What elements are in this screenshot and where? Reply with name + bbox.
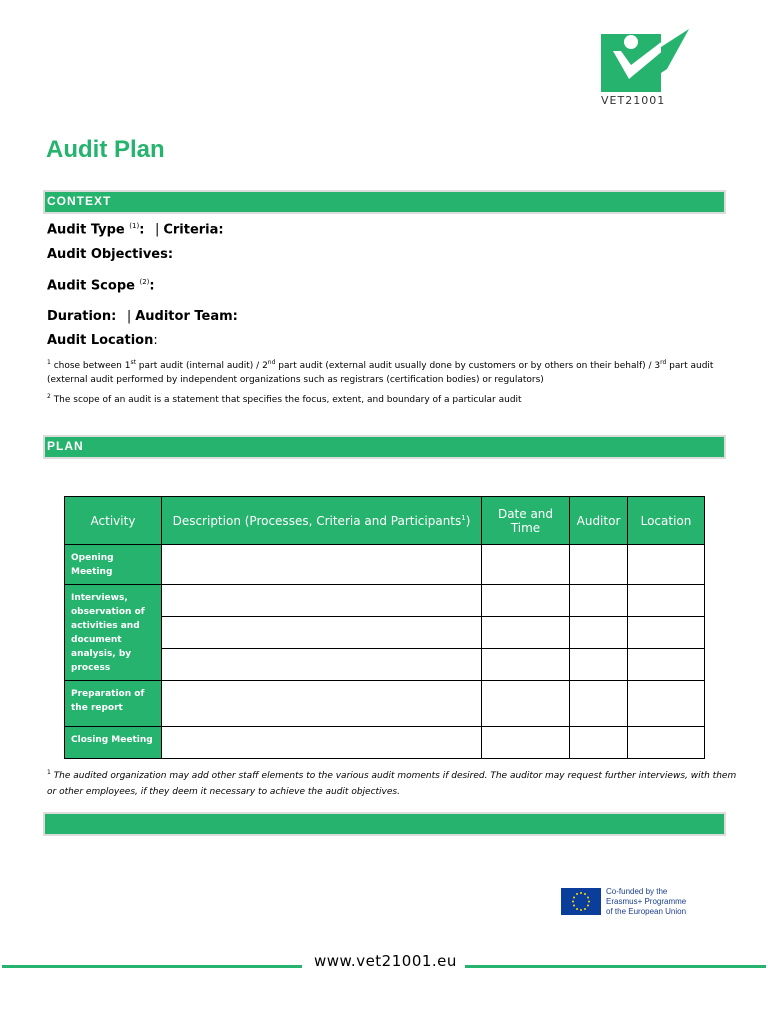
activity-preparation-report: Preparation of the report: [65, 681, 162, 727]
location-cell[interactable]: [628, 617, 705, 649]
auditor-cell[interactable]: [570, 585, 628, 617]
date-time-cell[interactable]: [482, 681, 570, 727]
footer-url[interactable]: www.vet21001.eu: [314, 952, 457, 970]
sup-rd: rd: [660, 359, 667, 366]
footer-line-left: [2, 965, 302, 968]
footer-line-right: [465, 965, 766, 968]
audit-location-row: Audit Location:: [47, 333, 158, 348]
col-description-text: Description (Processes, Criteria and Participants: [172, 513, 462, 528]
closing-band: [43, 812, 726, 836]
audit-objectives-label: Audit Objectives:: [47, 247, 174, 262]
location-cell[interactable]: [628, 681, 705, 727]
table-row: [65, 585, 705, 617]
date-time-cell[interactable]: [482, 545, 570, 585]
col-location: Location: [628, 497, 705, 545]
col-activity: Activity: [65, 497, 162, 545]
date-time-cell[interactable]: [482, 617, 570, 649]
audit-type-row: Audit Type $^{(1)}$: | Criteria:: [47, 222, 224, 238]
eu-cofunded-text: [606, 887, 696, 917]
context-heading-band: [43, 190, 726, 214]
col-description-ref: 1: [461, 513, 466, 522]
location-cell[interactable]: [628, 649, 705, 681]
activity-opening-meeting: Opening Meeting: [65, 545, 162, 585]
sup-st: st: [130, 359, 136, 366]
duration-label: Duration:: [47, 309, 117, 324]
auditor-cell[interactable]: [570, 617, 628, 649]
date-time-cell[interactable]: [482, 585, 570, 617]
table-row: [65, 545, 705, 585]
table-header-row: [65, 497, 705, 545]
audit-plan-table: [64, 496, 705, 759]
footnote-1-text-a: chose between 1: [50, 361, 131, 371]
table-footnote: [47, 765, 737, 800]
table-footnote-text: The audited organization may add other staff elements to the various audit moments if desired. The auditor may request further interviews, with them or other employees, if they deem it necessary to achieve the audit objectives.: [47, 771, 737, 797]
duration-row: [47, 309, 238, 324]
location-cell[interactable]: [628, 545, 705, 585]
auditor-cell[interactable]: [570, 681, 628, 727]
activity-interviews: Interviews, observation of activities and document analysis, by process: [65, 585, 162, 681]
sup-nd: nd: [267, 359, 276, 366]
eu-flag-icon: [561, 888, 601, 915]
description-cell[interactable]: [162, 649, 482, 681]
table-row: [65, 681, 705, 727]
footnote-1: [47, 356, 727, 387]
plan-heading: PLAN: [47, 439, 84, 453]
eu-line-1: Co-funded by the: [606, 887, 668, 896]
col-date-time: Date and Time: [482, 497, 570, 545]
col-auditor: Auditor: [570, 497, 628, 545]
footnote-1-text-b: part audit (internal audit) / 2: [135, 361, 268, 371]
location-cell[interactable]: [628, 727, 705, 759]
logo-text: VET21001: [601, 94, 666, 107]
col-description: [162, 497, 482, 545]
page-title: Audit Plan: [46, 136, 165, 163]
description-cell[interactable]: [162, 727, 482, 759]
footnote-1-mark: 1: [47, 359, 51, 366]
auditor-cell[interactable]: [570, 545, 628, 585]
eu-line-3: of the European Union: [606, 907, 687, 916]
separator: |: [126, 309, 132, 324]
plan-heading-band: [43, 435, 726, 459]
footnote-2: [47, 390, 727, 407]
description-cell[interactable]: [162, 585, 482, 617]
audit-type-label: Audit Type: [47, 222, 125, 238]
col-description-close: ): [465, 513, 471, 528]
audit-location-label: Audit Location: [47, 333, 154, 348]
footnote-2-mark: 2: [47, 393, 51, 400]
table-footnote-mark: 1: [47, 769, 51, 776]
auditor-cell[interactable]: [570, 649, 628, 681]
date-time-cell[interactable]: [482, 649, 570, 681]
auditor-cell[interactable]: [570, 727, 628, 759]
description-cell[interactable]: [162, 617, 482, 649]
date-time-cell[interactable]: [482, 727, 570, 759]
separator: |: [154, 222, 160, 238]
location-cell[interactable]: [628, 585, 705, 617]
criteria-label: Criteria:: [163, 222, 224, 238]
context-heading: CONTEXT: [47, 194, 112, 208]
audit-scope-ref: (2): [139, 278, 150, 286]
description-cell[interactable]: [162, 681, 482, 727]
table-row: [65, 727, 705, 759]
footnote-1-text-d: part audit (external audit performed by independent organizations such as registrars (certification bodies) or regulators): [47, 361, 714, 385]
eu-line-2: Erasmus+ Programme: [606, 897, 687, 906]
footnote-1-text-c: part audit (external audit usually done by customers or by others on their behalf) / 3: [275, 361, 661, 371]
audit-type-ref: (1): [129, 222, 140, 230]
footnote-2-text: The scope of an audit is a statement that specifies the focus, extent, and boundary of a particular audit: [50, 395, 522, 405]
audit-scope-label: Audit Scope: [47, 278, 135, 294]
activity-closing-meeting: Closing Meeting: [65, 727, 162, 759]
auditor-team-label: Auditor Team:: [135, 309, 238, 324]
audit-scope-row: Audit Scope $^{(2)}$:: [47, 278, 155, 294]
description-cell[interactable]: [162, 545, 482, 585]
